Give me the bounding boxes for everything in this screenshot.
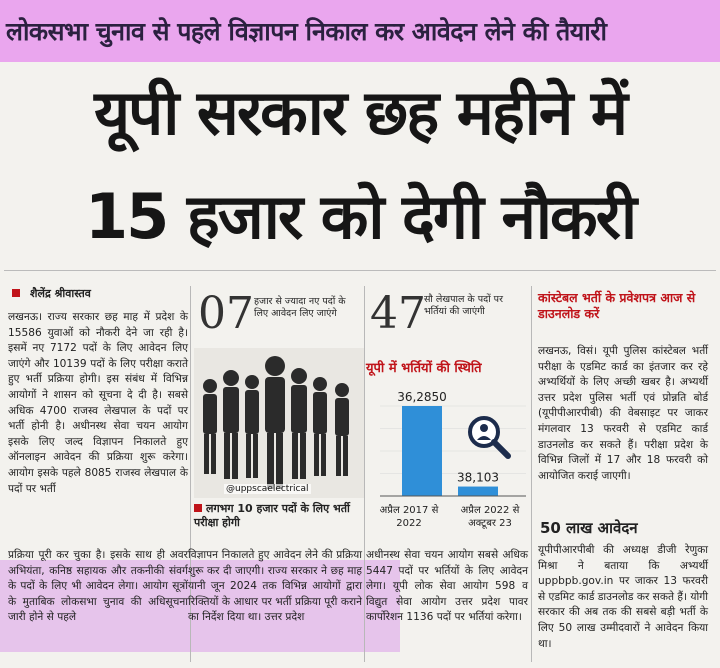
sidebar-headline: कांस्टेबल भर्ती के प्रवेशपत्र आज से डाउनलोड करें [538, 290, 696, 321]
kicker-text: लोकसभा चुनाव से पहले विज्ञापन निकाल कर आवेदन लेने की तैयारी [6, 17, 607, 46]
chart-data-label: 36,2850 [397, 390, 447, 404]
chart-bar [402, 406, 442, 496]
magnifier-icon [470, 418, 508, 456]
sidebar-subhead: 50 लाख आवेदन [540, 519, 638, 537]
chart-category-1: अप्रैल 2017 से 2022 [379, 505, 439, 529]
bullet-square [12, 289, 20, 297]
job-seekers-illustration [194, 348, 364, 498]
photo-caption [194, 502, 364, 530]
stat-1-number: 07 [198, 288, 254, 339]
article-column-3: अधीनस्थ सेवा चयन आयोग सबसे अधिक 5447 पदों पर भर्तियों के लिए आवेदन लेगा। यूपी लोक सेवा आयोग 598 व विद्युत सेवा आयोग उत्तर प्रदेश पावर कार्पोरेशन 1136 पदों पर भर्तियां करेगा। [366, 549, 528, 624]
byline [12, 286, 91, 301]
article-column-2: विज्ञापन निकालते हुए आवेदन लेने की प्रक्रिया शुरू कर दी जाएगी। राज्य सरकार ने छह माह यानी जून 2024 तक विभिन्न आयोगों द्वारा रिक्तियों के आधार पर भर्ती प्रक्रिया पूरी कराने का निर्देश दिया था। उत्तर प्रदेश [188, 549, 362, 624]
column-divider [364, 286, 365, 662]
watermark: @uppscaelectrical [226, 484, 309, 494]
sidebar-text-2: यूपीपीआरपीबी की अध्यक्ष डीजी रेणुका मिश्रा ने बताया कि अभ्यर्थी uppbpb.gov.in पर जाकर 13 फरवरी से एडमिट कार्ड डाउनलोड कर सकते हैं। योगी सरकार की अब तक की सबसे बड़ी भर्ती के लिए 50 लाख उम्मीदवारों ने आवेदन किया था। [538, 544, 708, 650]
headline-line-1: यूपी सरकार छह महीने में [94, 76, 626, 149]
chart-title: यूपी में भर्तियों की स्थिति [366, 361, 482, 376]
sidebar-text: लखनऊ, विसं। यूपी पुलिस कांस्टेबल भर्ती परीक्षा के एडमिट कार्ड का इंतजार कर रहे अभ्यर्थियों के लिए अच्छी खबर है। अभ्यर्थी उत्तर प्रदेश पुलिस भर्ती एवं प्रोन्नति बोर्ड (यूपीपीआरपीबी) की वेबसाइट पर जाकर मंगलवार 13 फरवरी से एडमिट कार्ड डाउनलोड कर सकते हैं। परीक्षा प्रदेश के विभिन्न जिलों में 17 और 18 फरवरी को आयोजित कराई जाएगी। [538, 345, 708, 482]
headline-rule [4, 270, 716, 271]
headline-line-2: 15 हजार को देगी नौकरी [84, 180, 636, 253]
kicker-banner [0, 0, 720, 62]
chart-category-2: अप्रैल 2022 से अक्टूबर 23 [460, 505, 520, 529]
chart-bar [458, 487, 498, 496]
photo-caption-text: लगभग 10 हजार पदों के लिए भर्ती परीक्षा होगी [194, 502, 350, 529]
stat-1-caption: हजार से ज्यादा नए पदों के लिए आवेदन लिए जाएंगे [254, 296, 346, 319]
bullet-square [194, 504, 202, 512]
byline-author: शैलेंद्र श्रीवास्तव [30, 287, 91, 300]
stat-2-caption: सौ लेखपाल के पदों पर भर्तियां की जाएंगी [424, 294, 503, 317]
recruitment-bar-chart [366, 376, 536, 516]
article-column-1: लखनऊ। राज्य सरकार छह माह में प्रदेश के 15586 युवाओं को नौकरी देने जा रही है। इसमें नए 7172 पदों के लिए आवेदन लिए जाएंगे और 10139 पदों के लिए परीक्षा कराते हुए भर्ती प्रक्रिया होगी। इस संबंध में विभिन्न आयोगों ने शासन को सूचना दे दी है। सबसे अधिक 4700 राजस्व लेखपाल के पदों पर भर्ती होनी है। अधीनस्थ सेवा चयन आयोग इसके लिए जल्द विज्ञापन निकालते हुए ऑनलाइन आवेदन की प्रक्रिया शुरू करेगा। आयोग इसके पहले 8085 राजस्व लेखपाल के पदों पर भर्ती [8, 311, 188, 495]
article-column-1-continued: प्रक्रिया पूरी कर चुका है। इसके साथ ही अवर अभियंता, कनिष्ठ सहायक और तकनीकी संवर्ग के पदों के लिए भी आवेदन लेगा। आयोग सूत्रों के मुताबिक लोकसभा चुनाव की अधिसूचना जारी होने से पहले [8, 549, 188, 624]
chart-data-label: 38,103 [457, 470, 499, 485]
stat-2-number: 47 [370, 288, 426, 339]
